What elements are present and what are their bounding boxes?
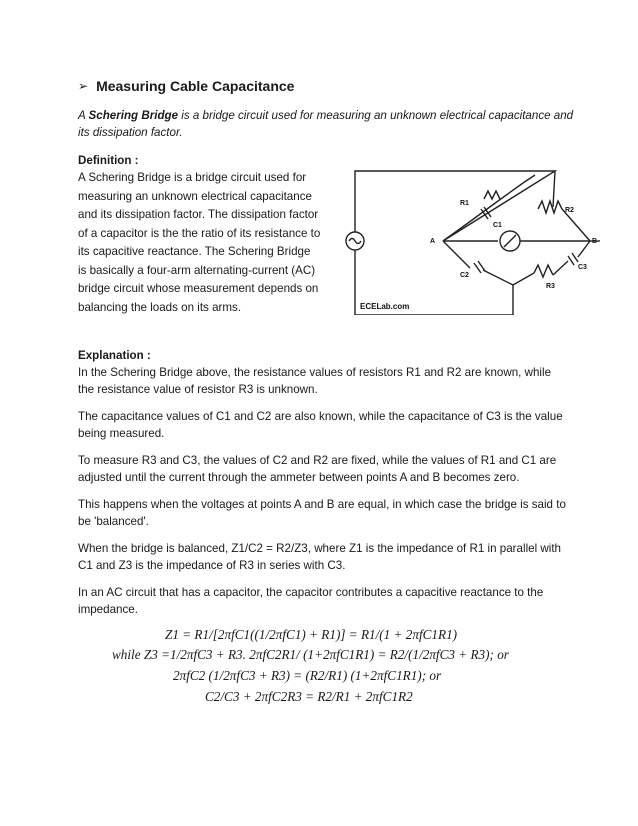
r1-label: R1	[460, 200, 469, 207]
explanation-paragraph: To measure R3 and C3, the values of C2 and R2 are fixed, while the values of R1 and C1 are adjusted until the current through the ammeter between points A and B becomes zero.	[78, 454, 557, 484]
c3-capacitor-icon	[568, 256, 574, 265]
explanation-title: Explanation :	[78, 349, 151, 362]
intro-term: Schering Bridge	[88, 109, 179, 122]
definition-line: balancing the loads on its arms.	[78, 300, 242, 314]
r2-resistor-icon	[538, 201, 562, 213]
arrow-bullet-icon: ➢	[78, 79, 89, 93]
circuit-wire-top-left	[355, 171, 555, 315]
definition-line: and its dissipation factor. The dissipation factor	[78, 208, 319, 221]
c3-label: C3	[578, 264, 587, 271]
formula-line: 2πfC2 (1/2πfC3 + R3) = (R2/R1) (1+2πfC1R1); or	[173, 668, 442, 683]
r3-resistor-icon	[534, 265, 553, 277]
section-title: Measuring Cable Capacitance	[96, 78, 295, 94]
explanation-paragraph: In an AC circuit that has a capacitor, the capacitor contributes a capacitive reactance to the impedance.	[78, 586, 544, 616]
section-heading	[78, 77, 294, 95]
intro-prefix: A	[78, 109, 89, 122]
explanation-paragraph: In the Schering Bridge above, the resistance values of resistors R1 and R2 are known, while the resistance value of resistor R3 is unknown.	[78, 366, 552, 396]
definition-text	[78, 169, 338, 317]
explanation-paragraph: This happens when the voltages at points A and B are equal, in which case the bridge is said to be 'balanced'.	[78, 498, 566, 528]
schering-bridge-circuit-diagram	[338, 165, 606, 315]
r3-label: R3	[546, 283, 555, 290]
intro-paragraph	[78, 107, 578, 141]
definition-line: is basically a four-arm alternating-current (AC)	[78, 263, 316, 277]
r1-resistor-icon	[484, 191, 500, 199]
definition-line: of a capacitor is the the ratio of its resistance to	[78, 226, 321, 240]
intro-rest: is a bridge circuit used for measuring an unknown electrical capacitance and its dissipation factor.	[78, 109, 574, 139]
definition-line: A Schering Bridge is a bridge circuit used for	[78, 171, 307, 184]
explanation-paragraph: The capacitance values of C1 and C2 are also known, while the capacitance of C3 is the value being measured.	[78, 410, 563, 440]
formula-line: C2/C3 + 2πfC2R3 = R2/R1 + 2πfC1R2	[205, 689, 413, 704]
node-a-label: A	[430, 238, 436, 245]
explanation-body	[78, 364, 568, 628]
node-b-label: B	[592, 238, 598, 245]
formula-line: Z1 = R1/[2πfC1((1/2πfC1) + R1)] = R1/(1 + 2πfC1R1)	[165, 627, 458, 642]
c1-label: C1	[493, 222, 502, 229]
definition-title: Definition :	[78, 154, 139, 167]
watermark-text: ECELab.com	[360, 302, 410, 311]
c2-label: C2	[460, 272, 469, 279]
definition-line: measuring an unknown electrical capacitance	[78, 189, 312, 203]
definition-line: bridge circuit whose measurement depends on	[78, 282, 319, 295]
explanation-paragraph: When the bridge is balanced, Z1/C2 = R2/Z3, where Z1 is the impedance of R1 in parallel with C1 and Z3 is the impedance of R3 in series with C3.	[78, 542, 562, 572]
r2-label: R2	[565, 207, 574, 214]
formula-line: while Z3 =1/2πfC3 + R3. 2πfC2R1/ (1+2πfC1R1) = R2/(1/2πfC3 + R3); or	[112, 647, 509, 662]
definition-line: its capacitive reactance. The Schering Bridge	[78, 245, 311, 258]
